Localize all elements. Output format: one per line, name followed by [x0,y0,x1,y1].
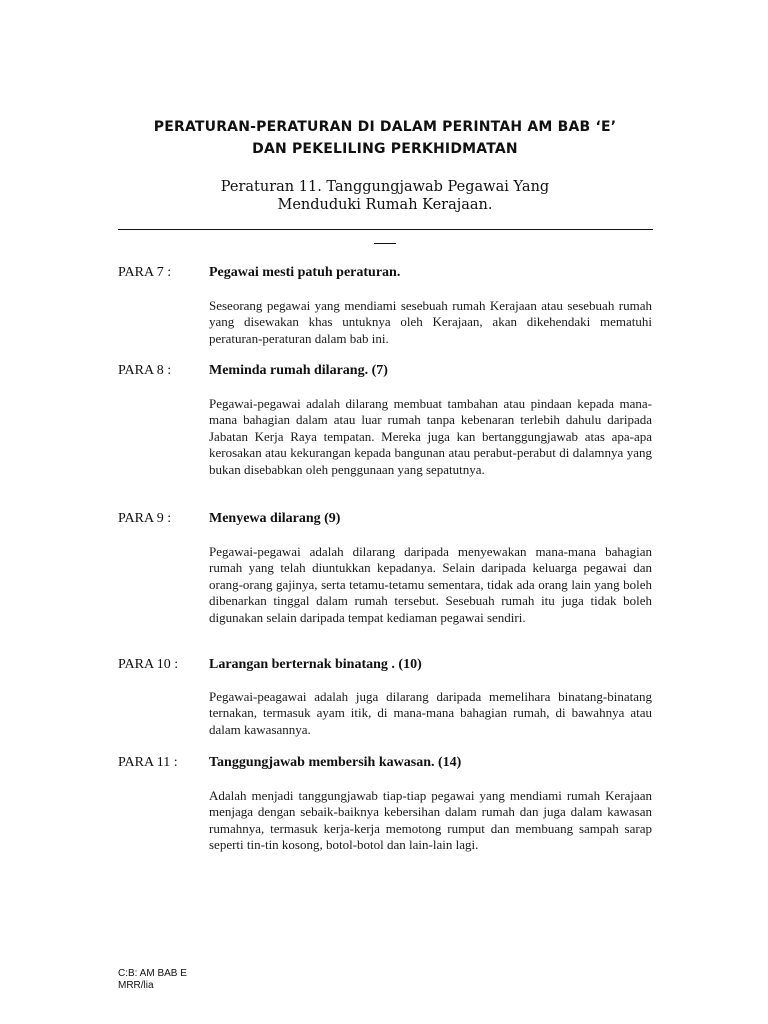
header-short-divider [374,243,396,244]
para-10-title: Larangan berternak binatang . (10) [209,657,422,672]
para-11-title: Tanggungjawab membersih kawasan. (14) [209,755,462,770]
document-title-line2: DAN PEKELILING PERKHIDMATAN [252,141,518,157]
para-8-label: PARA 8 : [118,363,172,378]
para-8-body: Pegawai-pegawai adalah dilarang membuat tambahan atau pindaan kepada mana-mana bahagian dalam atau luar rumah tanpa kebenaran terlebih dahulu daripada Jabatan Kerja Raya tempatan. Mereka juga kan bertanggungjawab atas apa-apa kerosakan atau kekurangan kepada bangunan atau perabut-perabut di dalamnya yang bukan disebabkan oleh penggunaan yang sepatutnya. [209,396,652,477]
para-9-title: Menyewa dilarang (9) [209,511,341,526]
footer-initials: MRR/lia [118,980,154,991]
para-8-title: Meminda rumah dilarang. (7) [209,363,388,378]
para-10-label: PARA 10 : [118,657,179,672]
header-divider [118,229,653,230]
document-title-line1: PERATURAN-PERATURAN DI DALAM PERINTAH AM BAB ‘E’ [153,119,617,135]
para-9-body: Pegawai-pegawai adalah dilarang daripada menyewakan mana-mana bahagian rumah yang telah diuntukkan kepadanya. Selain daripada keluarga pegawai dan orang-orang gajinya, serta tetamu-tetamu sementara, tidak ada orang lain yang boleh dibenarkan tinggal dalam rumah tersebut. Sesebuah rumah itu juga tidak boleh digunakan selain daripada tempat kediaman pegawai sendiri. [209,544,652,625]
para-7-title: Pegawai mesti patuh peraturan. [209,265,401,280]
para-7-label: PARA 7 : [118,265,172,280]
footer-reference: C:B: AM BAB E [118,968,187,979]
para-11-label: PARA 11 : [118,755,178,770]
document-subtitle-line1: Peraturan 11. Tanggungjawab Pegawai Yang [220,179,550,195]
para-9-label: PARA 9 : [118,511,172,526]
para-11-body: Adalah menjadi tanggungjawab tiap-tiap pegawai yang mendiami rumah Kerajaan menjaga dengan sebaik-baiknya kebersihan dalam rumah dan juga dalam kawasan rumahnya, termasuk kerja-kerja memotong rumput dan membuang sampah sarap seperti tin-tin kosong, botol-botol dan lain-lain lagi. [209,788,652,853]
para-7-body: Seseorang pegawai yang mendiami sesebuah rumah Kerajaan atau sesebuah rumah yang disewakan khas untuknya oleh Kerajaan, akan dikehendaki mematuhi peraturan-peraturan dalam bab ini. [209,298,652,346]
document-subtitle-line2: Menduduki Rumah Kerajaan. [277,197,493,213]
para-10-body: Pegawai-peagawai adalah juga dilarang daripada memelihara binatang-binatang ternakan, termasuk ayam itik, di mana-mana bahagian rumah, di bawahnya atau dalam kawasannya. [209,689,652,737]
